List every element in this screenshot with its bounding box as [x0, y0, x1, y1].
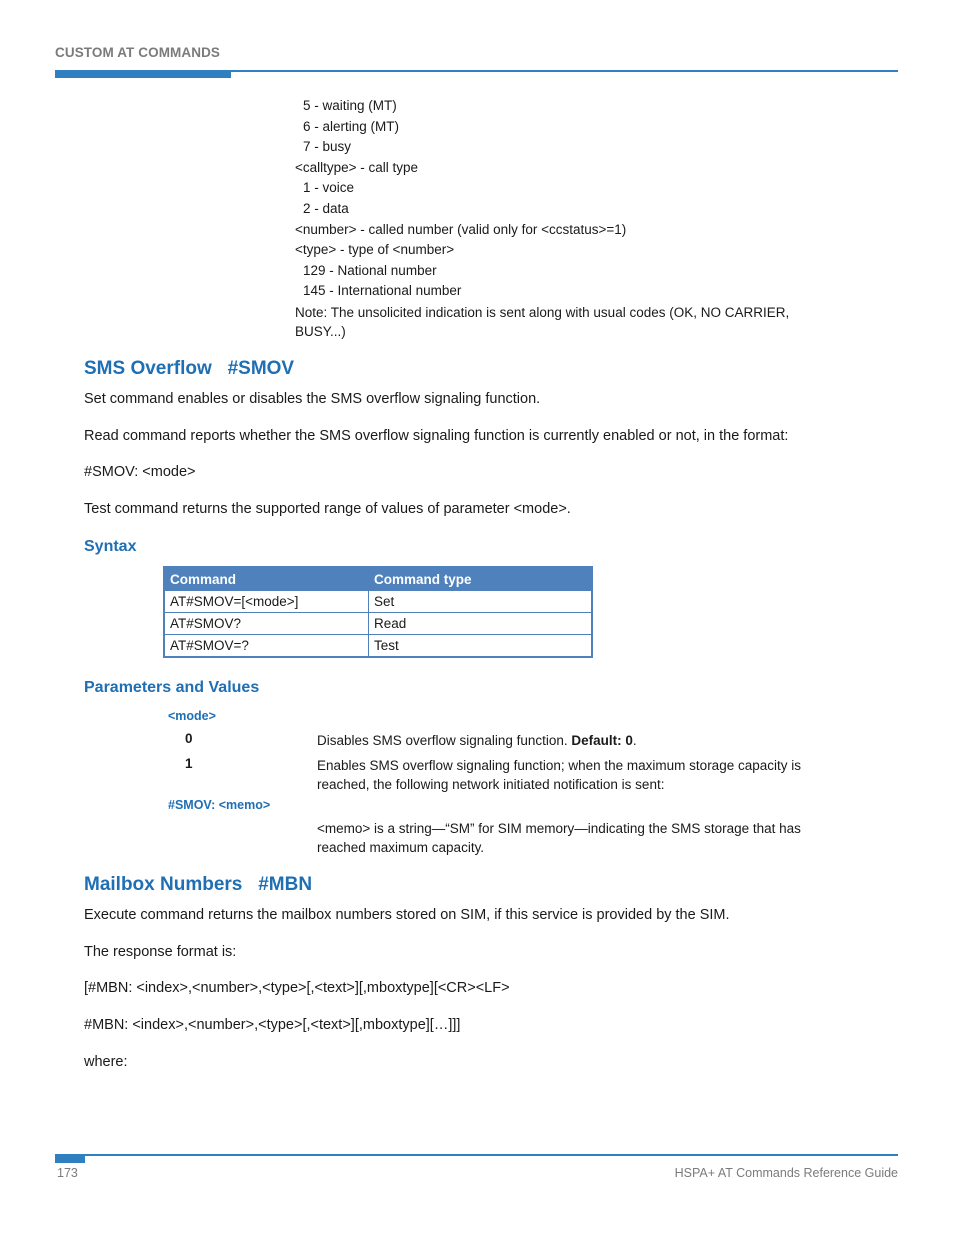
command-type-cell: Set [369, 591, 593, 613]
default-value: Default: 0 [571, 733, 633, 748]
column-header: Command [164, 567, 369, 591]
footer-accent-bar [55, 1154, 85, 1163]
footer-rule [55, 1154, 898, 1156]
paragraph: [#MBN: <index>,<number>,<type>[,<text>][,mboxtype][<CR><LF> [84, 980, 510, 996]
paragraph: Test command returns the supported range of values of parameter <mode>. [84, 501, 571, 517]
list-item: 6 - alerting (MT) [303, 118, 400, 134]
section-heading-mbn: Mailbox Numbers #MBN [84, 874, 313, 895]
paragraph: #SMOV: <mode> [84, 464, 196, 480]
parameter-value: 0 [185, 731, 193, 746]
list-item: <calltype> - call type [295, 159, 419, 175]
list-item: 1 - voice [303, 180, 355, 196]
parameter-label-mode: <mode> [168, 709, 216, 723]
command-cell: AT#SMOV=? [164, 635, 369, 658]
paragraph: Read command reports whether the SMS overflow signaling function is currently enabled or not, in the format: [84, 428, 789, 444]
list-item: 2 - data [303, 200, 349, 216]
list-item: <number> - called number (valid only for <ccstatus>=1) [295, 221, 627, 237]
list-item: 145 - International number [303, 283, 462, 299]
running-header: CUSTOM AT COMMANDS [55, 45, 221, 60]
table-row [164, 613, 592, 635]
command-cell: AT#SMOV? [164, 613, 369, 635]
memo-description: <memo> is a string—“SM” for SIM memory—indicating the SMS storage that has reached maximum capacity. [317, 821, 801, 855]
parameters-heading: Parameters and Values [84, 679, 260, 696]
table-header-row [164, 567, 592, 591]
parameter-value: 1 [185, 756, 193, 771]
paragraph: #MBN: <index>,<number>,<type>[,<text>][,mboxtype][…]]] [84, 1017, 461, 1033]
parameter-description [317, 731, 827, 750]
table-row [164, 591, 592, 613]
list-item: 5 - waiting (MT) [303, 98, 397, 113]
parameter-description: Enables SMS overflow signaling function; when the maximum storage capacity is reached, the following network initiated notification is sent: [317, 758, 801, 792]
page-number: 173 [57, 1166, 78, 1180]
description-text: Disables SMS overflow signaling function. [317, 733, 572, 748]
paragraph: Set command enables or disables the SMS overflow signaling function. [84, 391, 541, 407]
command-cell: AT#SMOV=[<mode>] [164, 591, 369, 613]
header-accent-bar [55, 70, 231, 78]
section-heading-smov: SMS Overflow #SMOV [84, 358, 295, 379]
description-suffix: . [632, 733, 637, 748]
continued-parameter-list [295, 96, 815, 341]
command-type-cell: Test [369, 635, 593, 658]
list-item: <type> - type of <number> [295, 242, 455, 258]
list-item: 129 - National number [303, 262, 437, 278]
document-title: HSPA+ AT Commands Reference Guide [674, 1166, 898, 1180]
paragraph: The response format is: [84, 944, 237, 960]
note-text: Note: The unsolicited indication is sent along with usual codes (OK, NO CARRIER, BUSY...) [295, 304, 790, 339]
column-header: Command type [369, 567, 593, 591]
syntax-table [163, 566, 593, 658]
list-item: 7 - busy [303, 139, 352, 155]
paragraph: where: [84, 1054, 128, 1070]
command-type-cell: Read [369, 613, 593, 635]
syntax-heading: Syntax [84, 538, 137, 555]
table-row [164, 635, 592, 658]
parameter-label-memo: #SMOV: <memo> [168, 798, 271, 812]
paragraph: Execute command returns the mailbox numbers stored on SIM, if this service is provided by the SIM. [84, 907, 730, 923]
